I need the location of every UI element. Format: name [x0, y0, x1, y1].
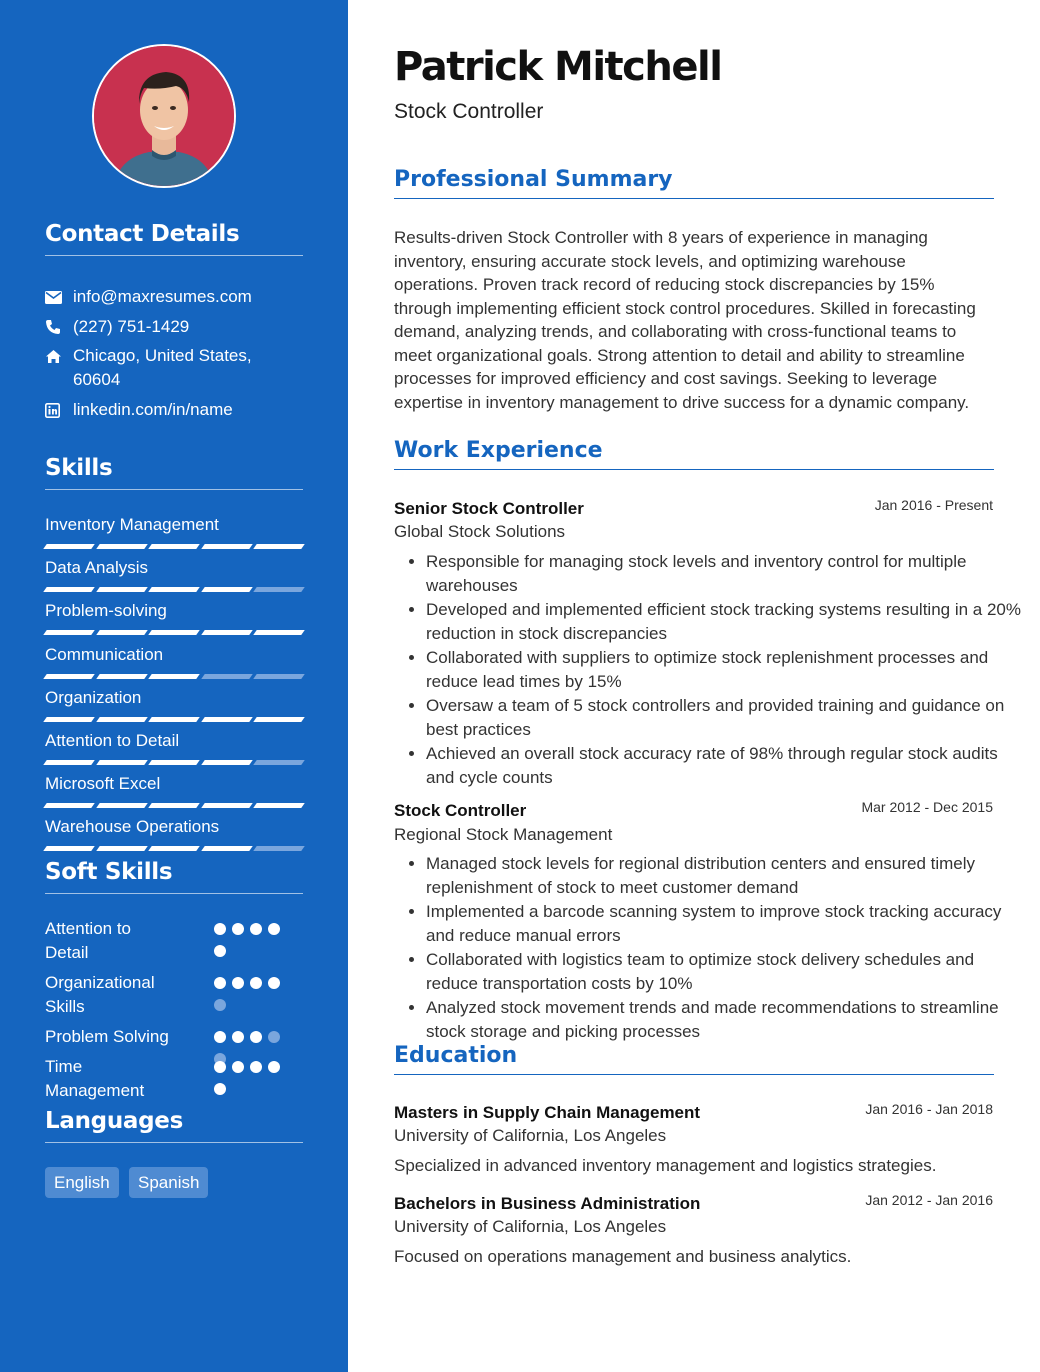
- phone-icon: [45, 315, 73, 339]
- rating-dot: [268, 1061, 280, 1073]
- skill-level-bar: [45, 544, 303, 549]
- contact-email[interactable]: [45, 285, 303, 309]
- rating-dot: [232, 1061, 244, 1073]
- language-chip: English: [45, 1167, 119, 1198]
- list-item: • Managed stock levels for regional distribution centers and ensured timely replenishment of stock to meet customer demand: [426, 852, 1028, 900]
- rating-dot: [250, 977, 262, 989]
- rating-dot: [250, 1061, 262, 1073]
- skill-level-segment: [201, 587, 252, 592]
- skill-level-segment: [201, 803, 252, 808]
- job-bullets: [394, 550, 1028, 790]
- rating-dot: [250, 1031, 262, 1043]
- language-chip: Spanish: [129, 1167, 208, 1198]
- degree-title: Bachelors in Business Administration: [394, 1194, 701, 1213]
- skill-level-bar: [45, 630, 303, 635]
- skill-level-segment: [43, 587, 94, 592]
- skill-level-segment: [254, 587, 305, 592]
- skill-level-bar: [45, 587, 303, 592]
- list-item: • Oversaw a team of 5 stock controllers and provided training and guidance on best practices: [426, 694, 1028, 742]
- rating-dot: [214, 923, 226, 935]
- skill-level-segment: [148, 717, 199, 722]
- soft-skill-name: Organizational Skills: [45, 973, 155, 1016]
- degree-description: Specialized in advanced inventory management and logistics strategies.: [394, 1156, 937, 1175]
- rating-dot: [214, 1083, 226, 1095]
- rating-dot: [214, 977, 226, 989]
- skill-level-segment: [201, 630, 252, 635]
- skill-name: Inventory Management: [45, 515, 219, 534]
- rating-dot: [268, 923, 280, 935]
- languages-heading: Languages: [45, 1108, 303, 1143]
- skill-level-segment: [148, 760, 199, 765]
- skill-level-bar: [45, 846, 303, 851]
- skill-name: Communication: [45, 645, 164, 664]
- skills-heading: Skills: [45, 455, 303, 490]
- job-bullets: [394, 852, 1028, 1044]
- skill-level-segment: [254, 803, 305, 808]
- rating-dot: [268, 1031, 280, 1043]
- skill-level-bar: [45, 803, 303, 808]
- skill-level-segment: [201, 846, 252, 851]
- skill-name: Problem-solving: [45, 601, 167, 620]
- rating-dot: [214, 945, 226, 957]
- list-item: • Implemented a barcode scanning system to improve stock tracking accuracy and reduce manual errors: [426, 900, 1028, 948]
- skill-level-segment: [254, 760, 305, 765]
- soft-skills-heading: Soft Skills: [45, 859, 303, 894]
- home-icon: [45, 344, 73, 368]
- envelope-icon: [45, 285, 73, 309]
- skill-level-segment: [201, 760, 252, 765]
- profile-photo: [94, 46, 234, 186]
- skill-level-segment: [201, 674, 252, 679]
- skill-level-segment: [96, 587, 147, 592]
- skill-name: Organization: [45, 688, 142, 707]
- skill-name: Attention to Detail: [45, 731, 180, 750]
- skill-level-segment: [96, 803, 147, 808]
- rating-dot: [232, 1031, 244, 1043]
- rating-dot: [214, 999, 226, 1011]
- skill-level-segment: [254, 717, 305, 722]
- degree-dates: Jan 2016 - Jan 2018: [865, 1101, 993, 1117]
- skill-level-segment: [254, 544, 305, 549]
- job-dates: Mar 2012 - Dec 2015: [861, 799, 993, 815]
- skill-level-bar: [45, 717, 303, 722]
- job-title: Stock Controller: [394, 801, 527, 820]
- skill-level-segment: [43, 544, 94, 549]
- linkedin-icon: [45, 398, 73, 422]
- skill-level-segment: [96, 674, 147, 679]
- job-company: Global Stock Solutions: [394, 522, 566, 541]
- summary-text: Results-driven Stock Controller with 8 years of experience in managing inventory, ensuring accurate stock levels, and optimizing warehouse operations. Proven track record of reducing stock discrepancies by 15% through implementing efficient stock control procedures. Skilled in forecasting demand, analyzing trends, and collaborating with cross-functional teams to meet organizational goals. Strong attention to detail and ability to streamline processes for improved efficiency and cost savings. Seeking to leverage expertise in inventory management to drive success for a dynamic company.: [394, 228, 976, 412]
- skill-name: Microsoft Excel: [45, 774, 161, 793]
- skill-name: Warehouse Operations: [45, 817, 220, 836]
- skill-level-segment: [201, 544, 252, 549]
- list-item: • Achieved an overall stock accuracy rate of 98% through regular stock audits and cycle counts: [426, 742, 1028, 790]
- degree-dates: Jan 2012 - Jan 2016: [865, 1192, 993, 1208]
- list-item: • Responsible for managing stock levels and inventory control for multiple warehouses: [426, 550, 1028, 598]
- list-item: • Analyzed stock movement trends and made recommendations to streamline stock storage and picking processes: [426, 996, 1028, 1044]
- skill-level-segment: [148, 846, 199, 851]
- skill-level-segment: [96, 630, 147, 635]
- email-text: info@maxresumes.com: [73, 287, 252, 306]
- experience-heading: Work Experience: [394, 438, 994, 470]
- skill-level-segment: [254, 846, 305, 851]
- soft-skill-rating: [214, 1061, 294, 1095]
- skill-level-segment: [148, 674, 199, 679]
- skill-level-bar: [45, 674, 303, 679]
- rating-dot: [214, 1061, 226, 1073]
- education-heading: Education: [394, 1043, 994, 1075]
- list-item: • Developed and implemented efficient stock tracking systems resulting in a 20% reduction in stock discrepancies: [426, 598, 1028, 646]
- contact-linkedin[interactable]: [45, 398, 303, 422]
- soft-skill-rating: [214, 977, 294, 1011]
- rating-dot: [268, 977, 280, 989]
- job-title: Senior Stock Controller: [394, 499, 584, 518]
- skill-name: Data Analysis: [45, 558, 148, 577]
- soft-skill-rating: [214, 1031, 294, 1065]
- contact-phone[interactable]: [45, 315, 303, 339]
- skill-level-segment: [148, 630, 199, 635]
- list-item: • Collaborated with logistics team to optimize stock delivery schedules and reduce transportation costs by 10%: [426, 948, 1028, 996]
- rating-dot: [232, 977, 244, 989]
- soft-skill-name: Problem Solving: [45, 1027, 169, 1046]
- phone-text: (227) 751-1429: [73, 317, 190, 336]
- soft-skill-name: Time Management: [45, 1057, 145, 1100]
- address-text: Chicago, United States, 60604: [73, 346, 252, 389]
- skill-level-segment: [43, 717, 94, 722]
- skill-level-segment: [43, 803, 94, 808]
- rating-dot: [214, 1031, 226, 1043]
- skill-level-segment: [43, 760, 94, 765]
- rating-dot: [232, 923, 244, 935]
- skill-level-segment: [43, 630, 94, 635]
- school-name: University of California, Los Angeles: [394, 1126, 667, 1145]
- skill-level-bar: [45, 760, 303, 765]
- skill-level-segment: [96, 544, 147, 549]
- soft-skill-name: Attention to Detail: [45, 919, 132, 962]
- candidate-title: Stock Controller: [394, 100, 544, 123]
- skill-level-segment: [96, 846, 147, 851]
- skill-level-segment: [254, 674, 305, 679]
- job-company: Regional Stock Management: [394, 825, 613, 844]
- job-dates: Jan 2016 - Present: [874, 497, 993, 513]
- linkedin-text: linkedin.com/in/name: [73, 400, 233, 419]
- skill-level-segment: [96, 760, 147, 765]
- contact-heading: Contact Details: [45, 221, 303, 256]
- rating-dot: [250, 923, 262, 935]
- candidate-name: Patrick Mitchell: [394, 44, 722, 90]
- skill-level-segment: [96, 717, 147, 722]
- degree-description: Focused on operations management and business analytics.: [394, 1247, 852, 1266]
- skill-level-segment: [201, 717, 252, 722]
- skill-level-segment: [43, 846, 94, 851]
- school-name: University of California, Los Angeles: [394, 1217, 667, 1236]
- skill-level-segment: [148, 544, 199, 549]
- degree-title: Masters in Supply Chain Management: [394, 1103, 701, 1122]
- avatar: [92, 44, 236, 188]
- skill-level-segment: [43, 674, 94, 679]
- soft-skill-rating: [214, 923, 294, 957]
- skill-level-segment: [148, 587, 199, 592]
- list-item: • Collaborated with suppliers to optimize stock replenishment processes and reduce lead times by 15%: [426, 646, 1028, 694]
- skill-level-segment: [254, 630, 305, 635]
- skill-level-segment: [148, 803, 199, 808]
- sidebar: [0, 0, 348, 1372]
- summary-heading: Professional Summary: [394, 167, 994, 199]
- contact-address: [45, 344, 303, 392]
